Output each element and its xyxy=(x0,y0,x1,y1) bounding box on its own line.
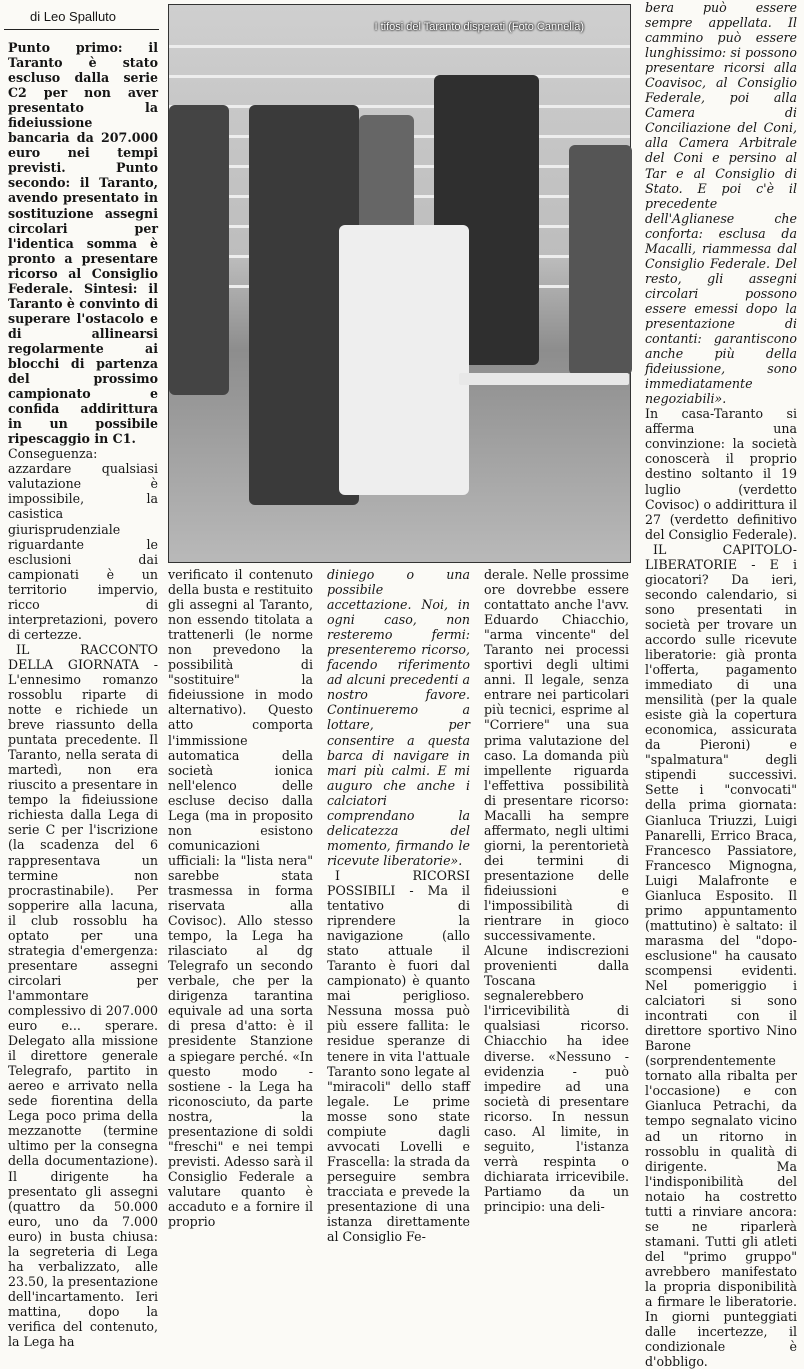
fan-figure xyxy=(339,225,469,495)
article-column-5 xyxy=(645,0,798,1369)
article-paragraph: derale. Nelle prossime ore dovrebbe essere contattato anche l'avv. Eduardo Chiacchio, "arma vincente" del Taranto nei processi sportivi degli ultimi anni. Il legale, senza entrare nei particolari più tecnici, esprime al "Corriere" una sua prima valutazione del caso. La domanda più impellente riguarda l'effettiva possibilità di presentare ricorso: Macalli ha sempre affermato, negli ultimi giorni, la perentorietà dei termini di presentazione delle fideiussioni e l'impossibilità di rientrare in gioco successivamente. Alcune indiscrezioni provenienti dalla Toscana segnalerebbero l'irricevibilità di qualsiasi ricorso. Chiacchio ha idee diverse. «Nessuno - evidenzia - può impedire ad una società di presentare ricorso. In nessun caso. Al limite, in seguito, l'istanza verrà respinta o dichiarata irricevibile. Partiamo da un principio: una deli- xyxy=(484,567,629,1214)
article-paragraph: IL RACCONTO DELLA GIORNATA - L'ennesimo romanzo rossoblu riparte di notte e richiede un breve riassunto della puntata precedente. Il Taranto, nella serata di martedì, non era riuscito a presentare in tempo la fideiussione richiesta dalla Lega di serie C per l'iscrizione (la scadenza del 6 rappresentava un termine non procrastinabile). Per sopperire alla lacuna, il club rossoblu ha optato per una strategia d'emergenza: presentare assegni circolari per l'ammontare complessivo di 207.000 euro e... sperare. Delegato alla missione il direttore generale Telegrafo, partito in aereo e arrivato nella sede fiorentina della Lega poco prima della mezzanotte (termine ultimo per la consegna della documentazione). Il dirigente ha presentato gli assegni (quattro da 50.000 euro, uno da 7.000 euro) in busta chiusa: la segreteria di Lega ha verbalizzato, alle 23.50, la presentazione dell'incartamento. Ieri mattina, dopo la verifica del contenuto, la Lega ha xyxy=(8,641,158,1350)
photo-caption: I tifosi del Taranto disperati (Foto Cannella) xyxy=(374,21,584,33)
photo xyxy=(168,4,631,563)
bench xyxy=(459,373,629,385)
article-paragraph: Punto primo: il Taranto è stato escluso dalla serie C2 per non aver presentato la fideiussione bancaria da 207.000 euro nei tempi previsti. Punto secondo: il Taranto, avendo presentato in sostituzione assegni circolari per l'identica somma è pronto a presentare ricorso al Consiglio Federale. Sintesi: il Taranto è convinto di superare l'ostacolo e di allinearsi regolarmente ai blocchi di partenza del prossimo campionato e confida addirittura in un possibile ripescaggio in C1. xyxy=(8,40,158,447)
fan-figure xyxy=(169,105,229,395)
article-paragraph: bera può essere sempre appellata. Il cammino può essere lunghissimo: si possono presentare ricorsi alla Coavisoc, al Consiglio Federale, poi alla Camera di Conciliazione del Coni, alla Camera Arbitrale del Coni e persino al Tar e al Consiglio di Stato. E poi c'è il precedente dell'Aglianese che conforta: esclusa da Macalli, riammessa dal Consiglio Federale. Del resto, gli assegni circolari possono essere emessi dopo la presentazione di contanti: garantiscono anche più della fideiussione, sono immediatamente negoziabili». xyxy=(645,0,797,407)
article-paragraph: verificato il contenuto della busta e restituito gli assegni al Taranto, non essendo titolata a trattenerli (le norme non prevedono la possibilità di "sostituire" la fideiussione in modo alternativo). Questo atto comporta l'immissione automatica della società ionica nell'elenco delle escluse deciso dalla Lega (ma in proposito non esistono comunicazioni ufficiali: la "lista nera" sarebbe stata trasmessa in forma riservata alla Covisoc). Allo stesso tempo, la Lega ha rilasciato al dg Telegrafo un secondo verbale, che per la dirigenza tarantina equivale ad una sorta di presa d'atto: è il presidente Stanzione a spiegare perché. «In questo modo - sostiene - la Lega ha riconosciuto, da parte nostra, la presentazione di soldi "freschi" e nei tempi previsti. Adesso sarà il Consiglio Federale a valutare quanto è accaduto e a fornire il proprio xyxy=(168,567,313,1230)
article-column-2 xyxy=(168,567,313,1230)
article-paragraph: Conseguenza: azzardare qualsiasi valutazione è impossibile, la casistica giurisprudenziale riguardante le esclusioni dai campionati è un territorio impervio, ricco di interpretazioni, povero di certezze. xyxy=(8,446,158,642)
article-paragraph: diniego o una possibile accettazione. Noi, in ogni caso, non resteremo fermi: presenteremo ricorso, facendo riferimento ad alcuni precedenti a nostro favore. Continueremo a lottare, per consentire a questa barca di navigare in mari più calmi. E mi auguro che anche i calciatori comprendano la delicatezza del momento, firmando le ricevute liberatorie». xyxy=(327,567,470,868)
article-paragraph: I RICORSI POSSIBILI - Ma il tentativo di riprendere la navigazione (allo stato attuale il Taranto è fuori dal campionato) è quanto mai periglioso. Nessuna mossa può più essere fallita: le residue speranze di tenere in vita l'attuale Taranto sono legate al "miracoli" dello staff legale. Le prime mosse sono state compiute dagli avvocati Lovelli e Frascella: la strada da perseguire sembra tracciata e prevede la presentazione di una istanza direttamente al Consiglio Fe- xyxy=(327,867,470,1245)
article-column-1 xyxy=(8,40,158,1350)
article-column-4 xyxy=(484,567,629,1214)
article-paragraph: IL CAPITOLO-LIBERATORIE - E i giocatori? Da ieri, secondo calendario, si sono presentati in società per trovare un accordo sulle ricevute liberatorie: già pronta l'offerta, pagamento immediato di una mensilità (per la quale esiste già la copertura economica, assicurata da Pieroni) e "spalmatura" degli stipendi successivi. Sette i "convocati" della prima giornata: Gianluca Triuzzi, Luigi Panarelli, Errico Braca, Francesco Passiatore, Francesco Mignogna, Luigi Malafronte e Gianluca Esposito. Il primo appuntamento (mattutino) è saltato: il marasma del "dopo-esclusione" ha causato scompensi evidenti. Nel pomeriggio i calciatori si sono incontrati con il direttore sportivo Nino Barone (sorprendentemente tornato alla ribalta per l'occasione) e con Gianluca Petrachi, da tempo segnalato vicino ad un ritorno in rossoblu in qualità di dirigente. Ma l'indisponibilità del notaio ha costretto tutti a rinviare ancora: se ne riparlerà stamani. Tutti gli atleti del "primo gruppo" avrebbero manifestato la propria disponibilità a firmare le liberatorie. In giorni punteggiati dalle incertezze, il condizionale è d'obbligo. xyxy=(645,541,797,1369)
article-paragraph: In casa-Taranto si afferma una convinzione: la società conoscerà il proprio destino soltanto il 19 luglio (verdetto Covisoc) o addirittura il 27 (verdetto definitivo del Consiglio Federale). xyxy=(645,406,798,542)
fan-figure xyxy=(569,145,632,375)
article-column-3 xyxy=(327,567,470,1245)
byline: di Leo Spalluto xyxy=(4,4,159,30)
